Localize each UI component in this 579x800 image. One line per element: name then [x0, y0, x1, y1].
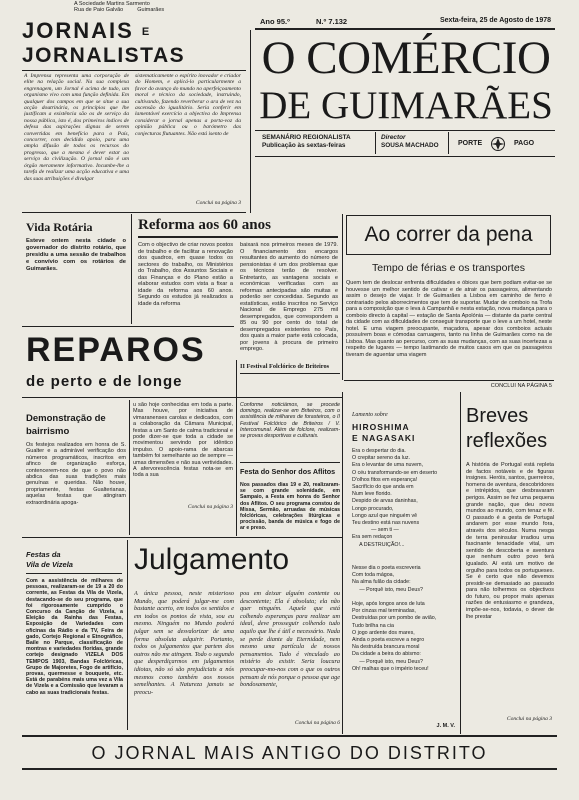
divider — [129, 400, 130, 535]
reforma-col1: Com o objectivo de criar novos postos de trabalho e de facilitar a renovação dos quadros, em quase todos os sectores do trabalho, os Ministérios do Trabalho, dos Assuntos Sociais e das Finanças e do Plano estão a elaborar estudos com vista a fixar a idade da reforma aos 60 anos. Segundo os estudos já realizados a idade da reforma — [138, 242, 233, 307]
jornais-conclui: Conclui na página 3 — [195, 200, 241, 206]
hiroshima-lamento: Lamento sobre — [352, 412, 388, 418]
jornais-title-word1: JORNAIS — [22, 18, 134, 43]
issue-year: Ano 95.º — [260, 17, 290, 26]
divider — [138, 236, 338, 238]
porte-pago-box — [454, 136, 554, 152]
reforma-title: Reforma aos 60 anos — [138, 217, 271, 233]
stamp-line-3: Guimarães — [137, 7, 165, 13]
masthead-title-line2: DE GUIMARÃES — [259, 84, 553, 127]
masthead-subtitle — [262, 134, 351, 150]
hiroshima-title-line1: HIROSHIMA — [352, 422, 410, 432]
divider — [250, 30, 251, 213]
reforma-col2: baixará nos primeiros meses de 1979. O financiamento dos encargos resultantes do aumento do número de pensionistas é um dos problemas que os técnicos terão de resolver. Entretanto, as vantagens sociais e económicas verificadas com as reformas antecipadas são muitas e poderão ser concedidas. Segundo as estatísticas, estão inscritos no Serviço Nacional de Emprego 275 mil desempregados, que correspondem a 85 ou 90 por cento do total de desempregados existentes no País, dos quais a maior parte está colocada, por jovens à procura de primeiro emprego. — [240, 242, 338, 352]
julgamento-col2: pou em deixar alguém contente ou descontente; Ela é absoluta; ela não quer ninguém. Aquele que está colhendo esperanças para realizar um ideal, deve prosseguir colhendo tudo aquilo que lhe é útil e necessário. Nada se perde diante da Eternidade, nem mesmo uma partícula de nossos pensamentos. Tudo é vinculado ao mistério do existir. Seria loucura preocupar-mo-nos com o que os outros pensam de nós porque o pessoa que age bondosamente, — [240, 590, 340, 689]
divider — [26, 573, 122, 574]
library-stamp — [74, 1, 274, 13]
jornais-col1: A Imprensa representa uma corporação de elite na relação social. Na sua complexa engrenagem, um Jornal é acima de tudo, um organismo vivo com uma função definida. Em qualquer dos campos em que se situe a sua acção doutrinária, os princípios que lhe justificam a existência são os de serviço da nossa pública, isto é, dos primeiros índices de defesa das aspirações dignas de serem convertidas em benefício para o País, concorrer, com decidido apoio, para uma ampla difusão de todos os recursos do progresso, que a mesma é dever estar ao serviço da civilização. O jornal não é um órgão meramente informativo. Incumbe-lhe a tarefa de realizar uma acção educativa e uma das suas atribuições é divulgar — [24, 73, 129, 182]
masthead-title-line1: O COMÉRCIO — [261, 32, 551, 84]
issue-number: N.º 7.132 — [316, 17, 348, 26]
jornais-col2: sistematicamente o espírito inovador e criador do Homem, e aplicá-lo particularmente a favor do avanço do mundo no aperfeiçoamento moral e técnico da sociedade, instruindo, cultivando, fazendo reverberar o ara de vez na ascensão do igualitário. Seria conferir em lamentável exercício a objectiva do Imprensa considerar o jornal apenas a porta-voz da opinião pública ou o barómetro das conjecturas flutuantes. Não está isento de — [135, 73, 241, 137]
vizela-title-line2: Vila de Vizela — [26, 560, 73, 569]
stamp-line-2: Rua de Paio Galvão — [74, 7, 124, 13]
divider — [127, 540, 128, 730]
divider — [342, 214, 343, 380]
correr-title: Ao correr da pena — [364, 223, 533, 246]
correr-body: Quem tem de deslocar enfrenta dificuldades e óbices que bem podiam evitar-se se houvesse um melhor sentido de cativar e de atrair os passageiros, alimentando assim o desejo de viajar. Ir de Guimarães a Lisboa em caminho de ferro é contrariado pelos aborrecimentos que tem de suportar. Mudar de comboio na Trofa para a composição que o leva à Campanhã e nesta estação, nova mudança para o comboio directo à capital — estação de Santa Apolónia — distante da parte central da cidade com as dificuldades de conseguir transporte que o leve a um hotel, neste hotel. E uma viagem preocupante, maçadora, apesar dos comboios actuais possuírem boas e cómodas carruagens, tanto na linha de Guimarães como na de Lisboa. Mas quanto ao percurso, com as suas mudanças, com as suas incertezas a respeito de lugares — tempo lastimando de muitos casos em que os passageiros tiveram de aguentar uma viagem — [346, 280, 552, 358]
divider — [131, 214, 132, 324]
reparos-title: REPAROS — [26, 331, 206, 369]
porte-label: PORTE — [458, 140, 483, 147]
breves-title-line2: reflexões — [466, 430, 548, 452]
breves-title-line1: Breves — [466, 405, 529, 427]
reparos-subtitle: de perto e de longe — [26, 373, 183, 390]
divider — [255, 130, 555, 131]
footer-banner: O JORNAL MAIS ANTIGO DO DISTRITO — [91, 743, 488, 763]
jornais-title-word2: JORNALISTAS — [22, 44, 186, 67]
vizela-body: Com a assistência de milhares de pessoas, realizaram-se de 19 a 20 do corrente, as Festas da Vila de Vizela, destacando-se do seu programa, que foi rigorosamente cumprido o Concurso da Canção de Vizela, a Eleição da Rainha das Festas, Exposição de Variedades com oficinas da Rádio e da TV, Feira de gado, Cortejo Regional e Etnográfico, Baile no Parque, classificação de montras e variedades floridas, grande cortejo designado VIZELA DOS TEMPOS 1903, Bandas Folclóricas, Grupo de Majoretes, Fogo de artifício, provas, quermesse e bouquete, etc. Está de parabéns mais uma vez a Vila de Vizela e a Comissão que levaram a cabo as suas tradicionais festas. — [26, 578, 123, 696]
pago-label: PAGO — [514, 140, 535, 147]
demonstracao-col1: Os festejos realizados em honra de S. Gualter e a admirável verificação dos números programáticos, inscritos em afinco de organização esforça, contencerem-nos de que o povo não abdica das suas tradições mais genuínas e queridas. Não houve, propriamente, festas Gualterianas, aquelas festas que atingiram extraordinária apoga- — [26, 442, 126, 506]
hiroshima-stanza1: Era o despertar do dia. O crepitar sereno da luz. Era o levantar de uma nuvem, O céu transformando-se em deserto D'olhos fitos em esperança! Sacrifício do que anda em Num leve florido. Despido de arvas daninhas, Longo procurado, Longo azul que ninguém vê Teu destino está nas nuvens — sem ti — Era sem redaçon A DESTRUIÇÃO!... — [352, 448, 438, 548]
issue-date: Sexta-feira, 25 de Agosto de 1978 — [439, 17, 551, 24]
divider — [22, 537, 342, 538]
divider — [240, 462, 340, 463]
divider — [255, 156, 555, 157]
subtitle-line1: SEMANÁRIO REGIONALISTA — [262, 134, 351, 141]
divider — [375, 132, 376, 154]
divider — [22, 735, 557, 737]
breves-title — [466, 404, 552, 454]
director-block — [381, 134, 439, 150]
breves-conclui: Conclui na página 3 — [506, 716, 552, 722]
correr-title-box — [346, 215, 551, 255]
breves-body: A história de Portugal está repleta de factos notáveis e de figuras insignes. Heróis, santos, guerreiros, homens de aventura, descobridores e intrépidos, que desbravaram perigos. Assim se fez uma pequena grande nação, que deu novos mundos ao mundo, com tenaz e fé. O passado é a gesta de Portugal andarem por esse mundo fora, através dos séculos. Numa nesga de terra peninsular irradiou uma fascinante tenacidade vital, um sentido de descoberta e aventura que nenhum outro povo terá igualado. Aí está um motivo de orgulho para todos os portugueses. Se é certo que não devemos presidir-se demasiado ao passado para não tolhermos os objectivos do futuro, ou propor mais apenas razões de entusiasmo e grandeza, impõe-se-nos, todavia, o dever de lhe prestar — [466, 462, 554, 620]
director-name: SOUSA MACHADO — [381, 142, 439, 149]
hiroshima-title-line2: E NAGASAKI — [352, 433, 416, 443]
julgamento-col1: A única pessoa, neste misterioso Mundo, que poderá julgar-me com bastante acerto, em todos os sentidos e em todos os pontos de vista, sou eu mesmo. Ninguém no Mundo poderá julgar sem se desvalorizar de uma forma absoluta adquirir. Portanto, todos os julgamentos que partem dos outros não me atingem. Todo o segundo que desperdiçarmos em julgamentos idiotas, não só são prejudiciais a nós mesmos como também aos nossos semelhantes. A Natureza jamais se preocu- — [134, 590, 234, 696]
postal-emblem-icon — [487, 136, 509, 152]
divider — [255, 28, 555, 30]
hiroshima-stanza2: Nesse dia o poeta escreveria Com toda mágoa, Na alma fulão da cidade: — Porquê isto, meu Deus? Hoje, após longos anos de luta Por cinzas mal terminadas, Destruídas por um pombo de avião, Tudo brilha na cia O jogo ardente dos mares, Ainda o poeta escreve a negro Na destruída brancura moral Da cidade a beira do abismo: — Porquê isto, meu Deus? Oh! malhas que o império teceu! — [352, 565, 437, 672]
demonstracao-title: Demonstração de bairrismo — [26, 413, 106, 437]
divider — [344, 380, 554, 381]
vizela-title-line1: Festas da — [26, 550, 61, 559]
subtitle-line2: Publicação às sextas-feiras — [262, 142, 346, 149]
divider — [22, 768, 557, 770]
correr-subtitle: Tempo de férias e os transportes — [372, 262, 525, 274]
divider — [22, 326, 234, 327]
vida-rotaria-body: Esteve ontem nesta cidade o governador do distrito rotário, que presidiu a uma sessão de trabalhos e convívio com os rotários de Guimarães. — [26, 238, 126, 272]
divider — [236, 360, 237, 536]
jornais-title-line1 — [22, 20, 252, 42]
divider — [460, 392, 461, 734]
divider — [22, 212, 246, 213]
divider — [448, 132, 449, 154]
demonstracao-conclui: Conclui na página 3 — [187, 504, 233, 510]
divider — [22, 397, 342, 398]
correr-conclui: CONCLUI NA PÁGINA 5 — [490, 383, 552, 389]
hiroshima-signature: J. M. V. — [436, 723, 455, 729]
divider — [240, 373, 340, 374]
demonstracao-col2: u são hoje conhecidas em toda a parte. Mas houve, por iniciativa de vimaranenses carolas e dedicados, com a colaboração da Câmara Municipal, festas a um Santo de calma tradicional e pode dizer-se que toda a cidade se movimentou servindo por idêntico impulso. O apoio-rama de abarcas também foi semelhante ao de sempre — umas dimensões e não sua vertividades. A afervorescência festas nota-se em toda a sua — [133, 402, 233, 479]
festa-body: Nos passados dias 19 e 20, realizaram-se com grande solenidade, em Sampaio, a Festa em honra do Senhor dos Aflitos. O seu programa constou de Missa, Sermão, arruadas de músicas folclóricas, celebrações litúrgicas e procissão, banda de música e fogo de ar e preso. — [240, 482, 340, 532]
stamp-line-1: A Sociedade Martins Sarmento — [74, 1, 150, 7]
hiroshima-title — [352, 422, 452, 444]
jornais-title-e: E — [141, 26, 150, 39]
julgamento-conclui: Conclui na página 6 — [294, 720, 340, 726]
festa-title: Festa do Senhor dos Aflitos — [240, 467, 336, 476]
divider — [342, 392, 343, 734]
festival-title: II Festival Folclórico de Briteiros — [240, 363, 330, 370]
vida-rotaria-title: Vida Rotária — [26, 220, 93, 234]
director-label: Director — [381, 134, 406, 141]
divider — [22, 70, 246, 71]
festival-body: Conforme noticiámos, se procede domingo, realizar-se em Briteiros, com o assistência de milhares de forasteiros, o II Festival Folclórico de Briteiros / V. Intercomunal. Além de folclore, realizam-se provas desportivas e culturais. — [240, 402, 340, 440]
vizela-title — [26, 550, 124, 570]
julgamento-title: Julgamento — [134, 543, 290, 576]
